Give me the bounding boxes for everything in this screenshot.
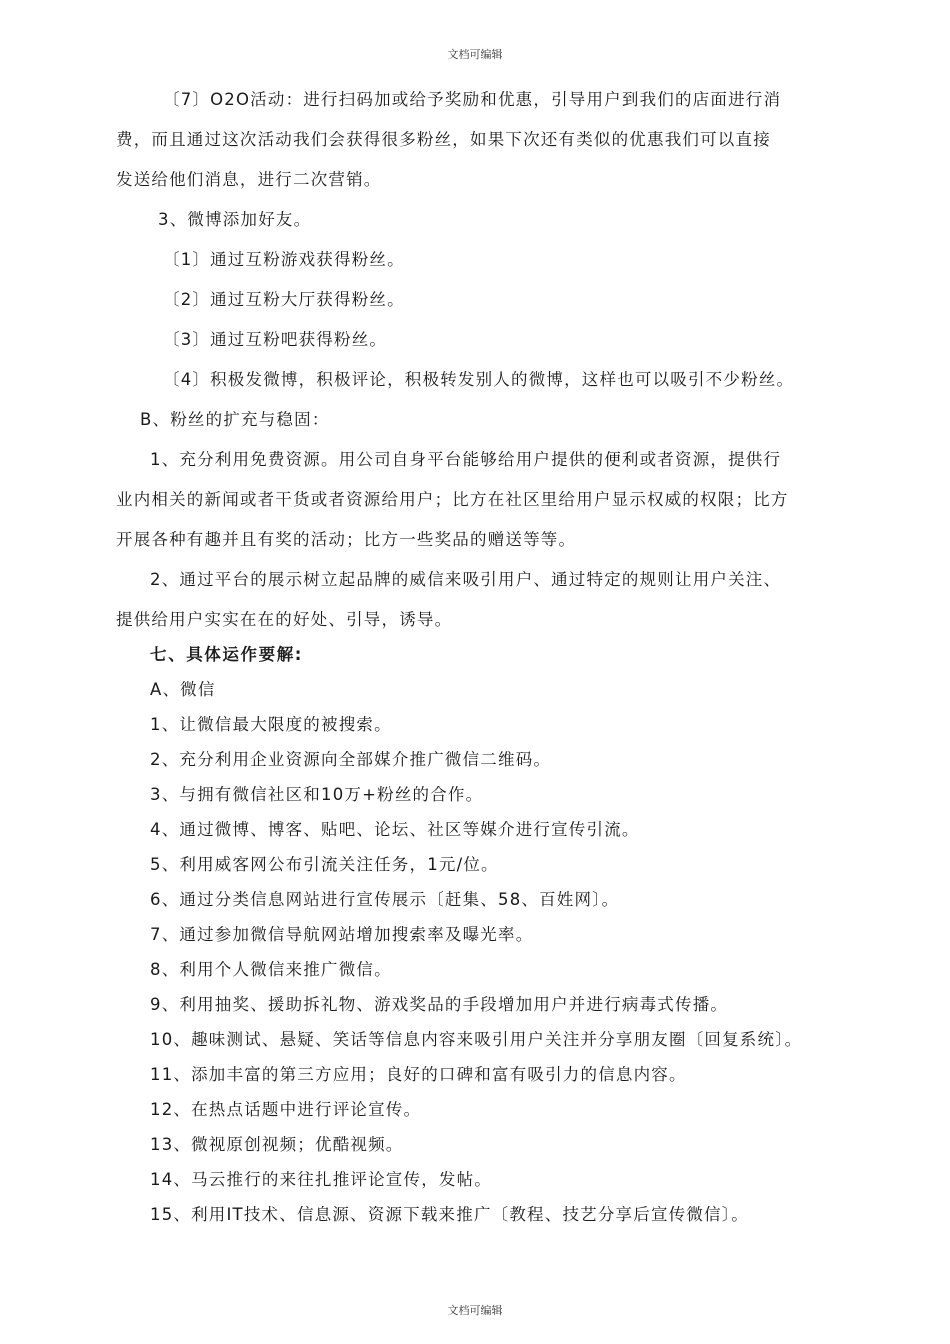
body-line: 发送给他们消息，进行二次营销。 [116, 170, 382, 189]
list-item: 15、利用IT技术、信息源、资源下载来推广〔教程、技艺分享后宣传微信〕。 [150, 1205, 749, 1224]
list-item: 3、与拥有微信社区和10万+粉丝的合作。 [150, 785, 484, 804]
body-line: 〔3〕通过互粉吧获得粉丝。 [163, 330, 388, 349]
body-line: 3、微博添加好友。 [158, 210, 312, 229]
body-line: 〔1〕通过互粉游戏获得粉丝。 [163, 250, 405, 269]
body-line: 1、充分利用免费资源。用公司自身平台能够给用户提供的便利或者资源，提供行 [150, 450, 782, 469]
list-item: 10、趣味测试、悬疑、笑话等信息内容来吸引用户关注并分享朋友圈〔回复系统〕。 [150, 1030, 803, 1049]
body-line: 提供给用户实实在在的好处、引导，诱导。 [116, 610, 453, 629]
body-line: 业内相关的新闻或者干货或者资源给用户；比方在社区里给用户显示权威的权限；比方 [116, 490, 789, 509]
list-item: 4、通过微博、博客、贴吧、论坛、社区等媒介进行宣传引流。 [150, 820, 640, 839]
list-item: 2、充分利用企业资源向全部媒介推广微信二维码。 [150, 750, 552, 769]
body-line: 〔2〕通过互粉大厅获得粉丝。 [163, 290, 405, 309]
body-line: 〔7〕O2O活动：进行扫码加或给予奖励和优惠，引导用户到我们的店面进行消 [163, 90, 782, 109]
subsection-heading-a: A、微信 [150, 680, 216, 699]
list-item: 5、利用威客网公布引流关注任务，1元/位。 [150, 855, 499, 874]
list-item: 12、在热点话题中进行评论宣传。 [150, 1100, 422, 1119]
list-item: 8、利用个人微信来推广微信。 [150, 960, 392, 979]
list-item: 14、马云推行的来往扎推评论宣传，发帖。 [150, 1170, 492, 1189]
section-heading-seven: 七、具体运作要解: [150, 645, 303, 664]
list-item: 6、通过分类信息网站进行宣传展示〔赶集、58、百姓网〕。 [150, 890, 620, 909]
body-line: 开展各种有趣并且有奖的活动；比方一些奖品的赠送等等。 [116, 530, 577, 549]
section-heading-b: B、粉丝的扩充与稳固： [140, 410, 330, 429]
list-item: 11、添加丰富的第三方应用；良好的口碑和富有吸引力的信息内容。 [150, 1065, 687, 1084]
list-item: 13、微视原创视频；优酷视频。 [150, 1135, 404, 1154]
list-item: 7、通过参加微信导航网站增加搜索率及曝光率。 [150, 925, 534, 944]
body-line: 〔4〕积极发微博，积极评论，积极转发别人的微博，这样也可以吸引不少粉丝。 [163, 370, 795, 389]
page-footer: 文档可编辑 [447, 1304, 503, 1317]
body-line: 2、通过平台的展示树立起品牌的威信来吸引用户、通过特定的规则让用户关注、 [150, 570, 782, 589]
page-header: 文档可编辑 [447, 48, 503, 61]
list-item: 1、让微信最大限度的被搜索。 [150, 715, 392, 734]
body-line: 费，而且通过这次活动我们会获得很多粉丝，如果下次还有类似的优惠我们可以直接 [116, 130, 771, 149]
list-item: 9、利用抽奖、援助拆礼物、游戏奖品的手段增加用户并进行病毒式传播。 [150, 995, 729, 1014]
